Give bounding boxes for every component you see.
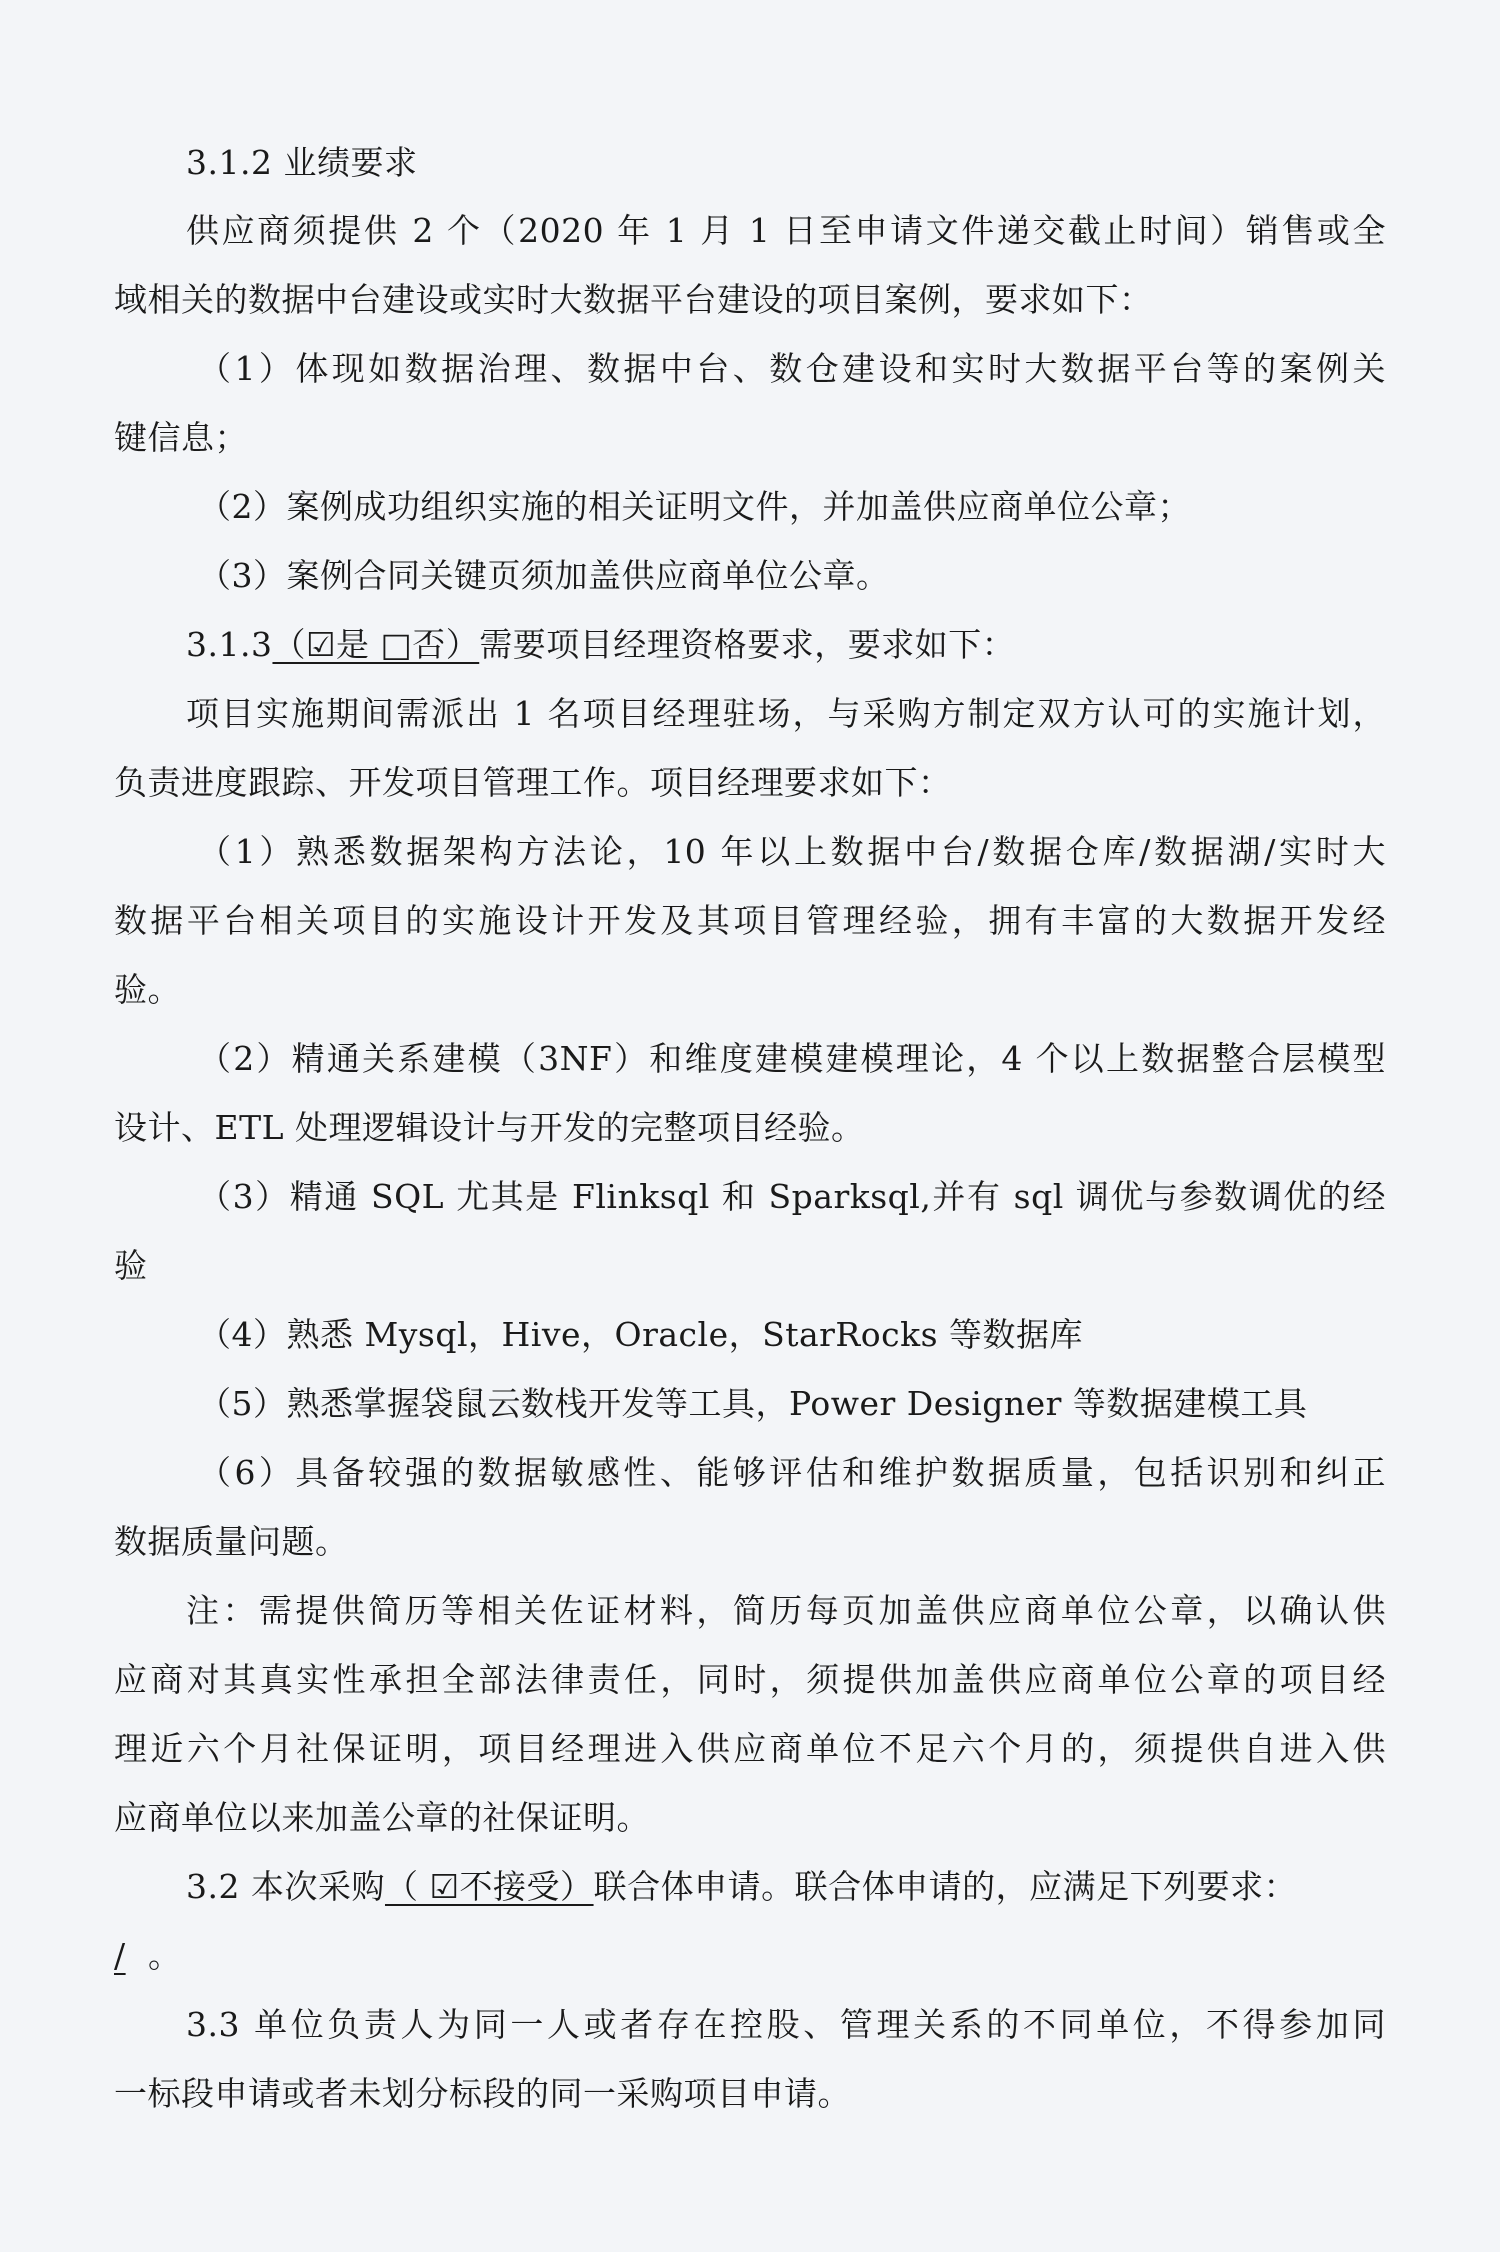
list-item-line: （1）熟悉数据架构方法论，10 年以上数据中台/数据仓库/数据湖/实时大	[198, 832, 1386, 871]
choice-field: （☑是 □否）	[272, 625, 480, 664]
sentence-end: 。	[148, 1936, 182, 1975]
heading-3-1-3	[186, 625, 1386, 665]
paragraph-line: 3.3 单位负责人为同一人或者存在控股、管理关系的不同单位，不得参加同	[186, 2005, 1386, 2044]
heading-3-2	[186, 1867, 1386, 1907]
list-item-line: 键信息；	[114, 418, 248, 457]
list-item-line: （6）具备较强的数据敏感性、能够评估和维护数据质量，包括识别和纠正	[198, 1453, 1386, 1492]
list-item-line: （4）熟悉 Mysql，Hive，Oracle，StarRocks 等数据库	[198, 1315, 1084, 1354]
note-line: 注：需提供简历等相关佐证材料，简历每页加盖供应商单位公章，以确认供	[186, 1591, 1386, 1630]
paragraph-line: 一标段申请或者未划分标段的同一采购项目申请。	[114, 2074, 851, 2113]
list-item-line: （3）精通 SQL 尤其是 Flinksql 和 Sparksql,并有 sql 调优与参数调优的经	[198, 1177, 1386, 1216]
note-line: 应商对其真实性承担全部法律责任，同时，须提供加盖供应商单位公章的项目经	[114, 1660, 1386, 1699]
list-item-line: 验。	[114, 970, 181, 1009]
list-item-line: （2）案例成功组织实施的相关证明文件，并加盖供应商单位公章；	[198, 487, 1191, 526]
paragraph-line: 负责进度跟踪、开发项目管理工作。项目经理要求如下：	[114, 763, 952, 802]
note-line: 应商单位以来加盖公章的社保证明。	[114, 1798, 650, 1837]
list-item-line: 验	[114, 1246, 148, 1285]
list-item-line: 数据平台相关项目的实施设计开发及其项目管理经验，拥有丰富的大数据开发经	[114, 901, 1386, 940]
heading-3-1-2: 3.1.2 业绩要求	[186, 143, 418, 182]
blank-slash: /	[114, 1936, 126, 1975]
paragraph-line: 项目实施期间需派出 1 名项目经理驻场，与采购方制定双方认可的实施计划，	[186, 694, 1386, 733]
list-item-line: （3）案例合同关键页须加盖供应商单位公章。	[198, 556, 890, 595]
heading-text: 联合体申请。联合体申请的，应满足下列要求：	[593, 1867, 1298, 1906]
heading-text: 需要项目经理资格要求，要求如下：	[479, 625, 1016, 664]
note-line: 理近六个月社保证明，项目经理进入供应商单位不足六个月的，须提供自进入供	[114, 1729, 1386, 1768]
paragraph-line: 供应商须提供 2 个（2020 年 1 月 1 日至申请文件递交截止时间）销售或全	[186, 211, 1386, 250]
list-item-line: （2）精通关系建模（3NF）和维度建模建模理论，4 个以上数据整合层模型	[198, 1039, 1386, 1078]
section-lead: 3.2 本次采购	[186, 1867, 385, 1906]
list-item-line: （5）熟悉掌握袋鼠云数栈开发等工具，Power Designer 等数据建模工具	[198, 1384, 1308, 1423]
list-item-line: （1）体现如数据治理、数据中台、数仓建设和实时大数据平台等的案例关	[198, 349, 1386, 388]
list-item-line: 数据质量问题。	[114, 1522, 349, 1561]
list-item-line: 设计、ETL 处理逻辑设计与开发的完整项目经验。	[114, 1108, 865, 1147]
paragraph-line: 域相关的数据中台建设或实时大数据平台建设的项目案例，要求如下：	[114, 280, 1153, 319]
section-number: 3.1.3	[186, 625, 273, 664]
paragraph-line	[114, 1936, 1386, 1976]
choice-field: （ ☑不接受）	[384, 1867, 594, 1906]
